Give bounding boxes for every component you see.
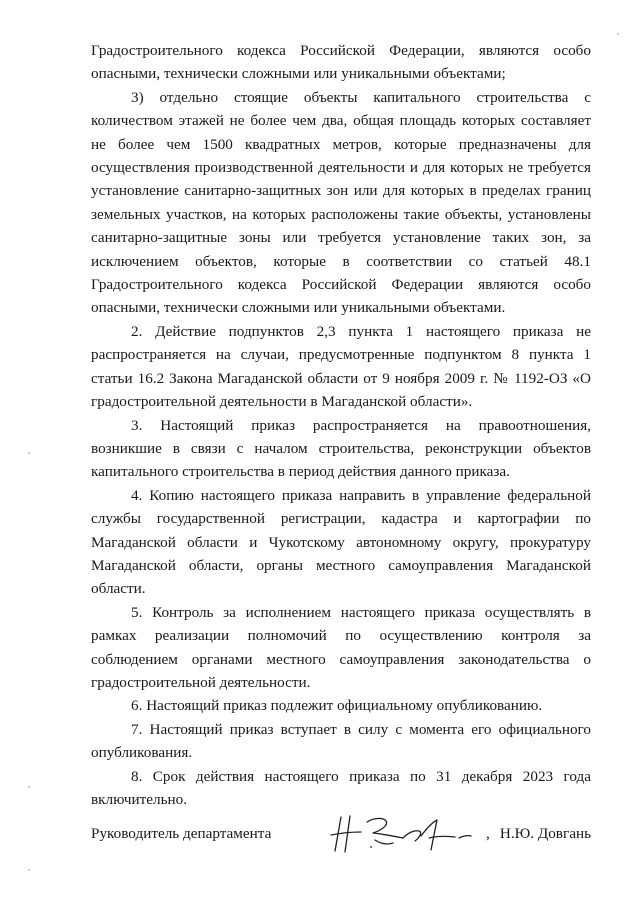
scan-speck	[28, 869, 30, 871]
document-body	[91, 39, 591, 811]
paragraph-article-tail: Градостроительного кодекса Российской Федерации, являются особо опасными, технически сложными или уникальными объектами;	[91, 42, 591, 83]
signature-block	[91, 814, 591, 854]
signature-comma: ,	[486, 825, 490, 842]
handwritten-signature	[323, 814, 483, 854]
paragraph-item-2: 2. Действие подпунктов 2,3 пункта 1 настоящего приказа не распространяется на случаи, предусмотренные подпунктом 8 пункта 1 статьи 16.2 Закона Магаданской области от 9 ноября 2009 г. № 1192-ОЗ «О градостроительной деятельности в Магаданской области».	[91, 322, 591, 411]
scan-speck	[617, 33, 619, 35]
paragraph-item-5: 5. Контроль за исполнением настоящего приказа осуществлять в рамках реализации полномочий по осуществлению контроля за соблюдением органами местного самоуправления законодательства о градостроительной деятельности.	[91, 603, 591, 691]
scan-speck	[28, 452, 30, 454]
paragraph-item-8: 8. Срок действия настоящего приказа по 31 декабря 2023 года включительно.	[91, 767, 591, 808]
paragraph-item-7: 7. Настоящий приказ вступает в силу с момента его официального опубликования.	[91, 720, 591, 762]
signatory-name: Н.Ю. Довгань	[499, 825, 591, 842]
scan-speck	[28, 786, 30, 788]
paragraph-subitem-3: 3) отдельно стоящие объекты капитального строительства с количеством этажей не более чем два, общая площадь которых составляет не более чем 1500 квадратных метров, которые предназначены для осуществления производственной деятельности и для которых не требуется установление санитарно-защитных зон или для которых в пределах границ земельных участков, на которых расположены такие объекты, установлены санитарно-защитные зоны или требуется установление таких зон, за исключением объектов, которые в соответствии со статьей 48.1 Градостроительного кодекса Российской Федерации являются особо опасными, технически сложными или уникальными объектами.	[91, 88, 591, 317]
paragraph-item-6: 6. Настоящий приказ подлежит официальному опубликованию.	[131, 697, 543, 715]
signatory-title: Руководитель департамента	[91, 825, 272, 842]
paragraph-item-4: 4. Копию настоящего приказа направить в управление федеральной службы государственной регистрации, кадастра и картографии по Магаданской области и Чукотскому автономному округу, прокуратуру Магаданской области, органы местного самоуправления Магаданской области.	[91, 486, 591, 598]
paragraph-item-3: 3. Настоящий приказ распространяется на правоотношения, возникшие в связи с началом строительства, реконструкции объектов капитального строительства в период действия данного приказа.	[91, 416, 591, 481]
